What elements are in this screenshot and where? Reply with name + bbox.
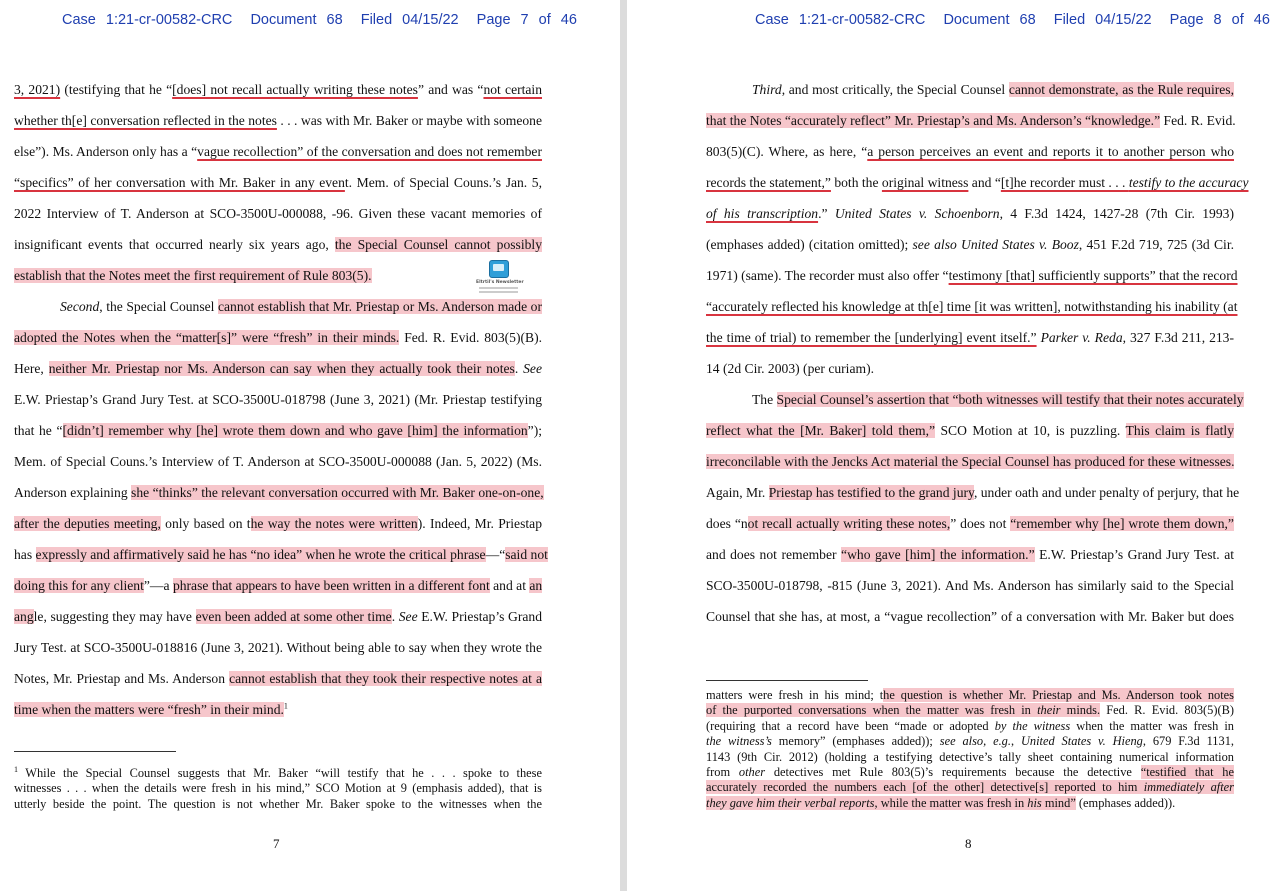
text-line: reflect what the [Mr. Baker] told them,” SCO Motion at 10, is puzzling. This claim is flatly bbox=[706, 423, 1234, 438]
text-line: that he “[didn’t] remember why [he] wrote them down and who gave [him] the information”); bbox=[14, 423, 543, 438]
text-line: adopted the Notes when the “matter[s]” were “fresh” in their minds. Fed. R. Evid. 803(5)(B). bbox=[14, 330, 542, 345]
text-line: “accurately reflected his knowledge at th[e] time [it was written], notwithstanding his inability (at bbox=[706, 299, 1238, 314]
text-line: doing this for any client”—a phrase that appears to have been written in a different font and at an bbox=[14, 578, 543, 593]
text-line: whether th[e] conversation reflected in the notes . . . was with Mr. Baker or maybe with someone bbox=[14, 113, 543, 128]
text-line: insignificant events that occurred nearly six years ago, the Special Counsel cannot possibly bbox=[14, 237, 542, 252]
footnote-continued bbox=[706, 688, 1234, 811]
text-line: SCO-3500U-018798, -815 (June 3, 2021). And Ms. Anderson has similarly said to the Special bbox=[706, 578, 1234, 593]
text-line: Here, neither Mr. Priestap nor Ms. Anderson can say when they actually took their notes. See bbox=[14, 361, 542, 376]
footnote-line: 1143 (9th Cir. 2012) (holding a testifying detective’s tally sheet containing numerical information bbox=[706, 749, 1234, 764]
text-line: Counsel that she has, at most, a “vague recollection” of a conversation with Mr. Baker but does bbox=[706, 609, 1234, 624]
page-7 bbox=[0, 0, 620, 891]
text-line: of his transcription.” United States v. Schoenborn, 4 F.3d 1424, 1427-28 (7th Cir. 1993) bbox=[706, 206, 1234, 221]
footnote bbox=[14, 766, 542, 812]
page-number: 7 bbox=[273, 836, 280, 851]
case-number: Case 1:21-cr-00582-CRC bbox=[755, 12, 926, 28]
page-divider bbox=[620, 0, 627, 891]
text-line: 2022 Interview of T. Anderson at SCO-3500U-000088, -96. Given these vacant memories of bbox=[14, 206, 542, 221]
page-count: Page 8 of 46 bbox=[1169, 12, 1270, 28]
footnote-line: the witness’s memory” (emphases added)); see also, e.g., United States v. Hieng, 679 F.3d 1131, bbox=[706, 734, 1234, 749]
text-line: 14 (2d Cir. 2003) (per curiam). bbox=[706, 361, 874, 376]
text-line: angle, suggesting they may have even been added at some other time. See E.W. Priestap’s Grand bbox=[14, 609, 543, 624]
case-header bbox=[62, 12, 585, 28]
text-line: Jury Test. at SCO-3500U-018816 (June 3, 2021). Without being able to say when they wrote the bbox=[14, 640, 542, 655]
text-line: after the deputies meeting, only based on the way the notes were written). Indeed, Mr. Priestap bbox=[14, 516, 542, 531]
page-number: 8 bbox=[965, 836, 972, 851]
text-line: (emphases added) (citation omitted); see also United States v. Booz, 451 F.2d 719, 725 (3d Cir. bbox=[706, 237, 1234, 252]
body-text bbox=[14, 78, 548, 729]
text-line: Third, and most critically, the Special Counsel cannot demonstrate, as the Rule requires, bbox=[752, 82, 1234, 97]
filed-date: Filed 04/15/22 bbox=[360, 12, 459, 28]
footnote-line: witnesses . . . when the details were fresh in his mind,” SCO Motion at 9 (emphasis added), that is bbox=[14, 781, 542, 796]
newsletter-label: Eltrtil's Newsletter bbox=[476, 280, 524, 285]
page-count: Page 7 of 46 bbox=[476, 12, 577, 28]
text-line: time when the matters were “fresh” in their mind.$^1$ bbox=[14, 701, 288, 717]
text-line: 803(5)(C). Where, as here, “a person perceives an event and reports it to another person who bbox=[706, 144, 1234, 159]
footnote-line: (requiring that a record have been “made or adopted by the witness when the matter was fresh in bbox=[706, 718, 1234, 733]
newsletter-logo-icon bbox=[489, 260, 509, 278]
footnote-line: accurately recorded the numbers each [of the other] detective[s] reported to him immediately after bbox=[706, 780, 1234, 795]
text-line: Mem. of Special Couns.’s Interview of T. Anderson at SCO-3500U-000088 (Jan. 5, 2022) (Ms. bbox=[14, 454, 542, 469]
footnote-line: of the purported conversations when the matter was fresh in their minds. Fed. R. Evid. 803(5)(B) bbox=[706, 703, 1234, 718]
case-header bbox=[755, 12, 1278, 28]
document-number: Document 68 bbox=[943, 12, 1036, 28]
text-line: 3, 2021) (testifying that he “[does] not recall actually writing these notes” and was “not certain bbox=[14, 82, 543, 97]
filed-date: Filed 04/15/22 bbox=[1053, 12, 1152, 28]
body-text bbox=[706, 78, 1249, 636]
footnote-divider bbox=[706, 680, 868, 681]
text-line: that the Notes “accurately reflect” Mr. Priestap’s and Ms. Anderson’s “knowledge.” Fed. R. Evid. bbox=[706, 113, 1236, 128]
document-number: Document 68 bbox=[250, 12, 343, 28]
footnote-line: $^1$ While the Special Counsel suggests that Mr. Baker “will testify that he . . . spoke to these bbox=[14, 764, 542, 780]
footnote-line: utterly beside the point. The question is not whether Mr. Baker spoke to the witnesses when the bbox=[14, 796, 542, 811]
text-line: has expressly and affirmatively said he has “no idea” when he wrote the critical phrase—“said not bbox=[14, 547, 548, 562]
text-line: Notes, Mr. Priestap and Ms. Anderson cannot establish that they took their respective notes at a bbox=[14, 671, 542, 686]
page-8 bbox=[627, 0, 1280, 891]
newsletter-stamp bbox=[476, 260, 524, 293]
text-line: the time of trial) to remember the [underlying] event itself.” Parker v. Reda, 327 F.3d 211, 213- bbox=[706, 330, 1234, 345]
text-line: records the statement,” both the original witness and “[t]he recorder must . . . testify to the accuracy bbox=[706, 175, 1249, 190]
text-line: else”). Ms. Anderson only has a “vague recollection” of the conversation and does not remember bbox=[14, 144, 542, 159]
text-line: E.W. Priestap’s Grand Jury Test. at SCO-3500U-018798 (June 3, 2021) (Mr. Priestap testifying bbox=[14, 392, 542, 407]
text-line: establish that the Notes meet the first requirement of Rule 803(5). bbox=[14, 268, 372, 283]
footnote-divider bbox=[14, 751, 176, 752]
footnote-line: matters were fresh in his mind; the question is whether Mr. Priestap and Ms. Anderson took notes bbox=[706, 688, 1234, 702]
case-number: Case 1:21-cr-00582-CRC bbox=[62, 12, 233, 28]
text-line: The Special Counsel’s assertion that “both witnesses will testify that their notes accurately bbox=[752, 392, 1244, 407]
text-line: “specifics” of her conversation with Mr. Baker in any event. Mem. of Special Couns.’s Jan. 5, bbox=[14, 175, 542, 190]
text-line: Again, Mr. Priestap has testified to the grand jury, under oath and under penalty of perjury, that he bbox=[706, 485, 1240, 500]
text-line: 1971) (same). The recorder must also offer “testimony [that] sufficiently supports” that the record bbox=[706, 268, 1238, 283]
text-line: Second, the Special Counsel cannot establish that Mr. Priestap or Ms. Anderson made or bbox=[60, 299, 542, 314]
text-line: and does not remember “who gave [him] the information.” E.W. Priestap’s Grand Jury Test. at bbox=[706, 547, 1234, 562]
text-line: does “not recall actually writing these notes,” does not “remember why [he] wrote them down,” bbox=[706, 516, 1234, 531]
footnote-line: from other detectives met Rule 803(5)’s requirements because the detective “testified that he bbox=[706, 764, 1235, 779]
footnote-line: they gave him their verbal reports, while the matter was fresh in his mind” (emphases added)). bbox=[706, 795, 1176, 810]
text-line: Anderson explaining she “thinks” the relevant conversation occurred with Mr. Baker one-on-one, bbox=[14, 485, 544, 500]
text-line: irreconcilable with the Jencks Act material the Special Counsel has produced for these witnesses. bbox=[706, 454, 1235, 469]
